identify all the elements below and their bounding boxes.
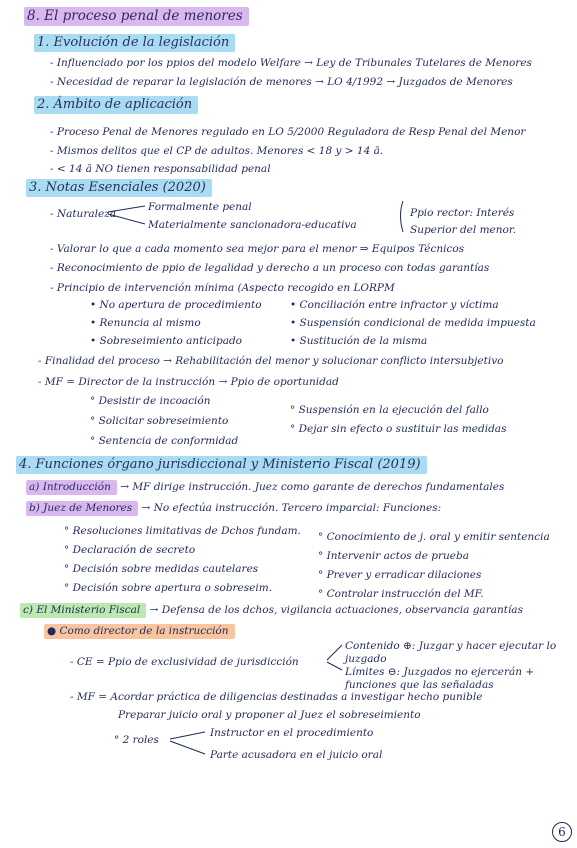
director-instruccion-heading: ● Como director de la instrucción	[44, 626, 235, 637]
page-title: 8. El proceso penal de menores	[24, 10, 249, 24]
heading-notas: 3. Notas Esenciales (2020)	[26, 181, 212, 194]
naturaleza-label: - Naturaleza	[50, 208, 116, 220]
naturaleza-formal: Formalmente penal	[148, 201, 252, 213]
intro-label: a) Introducción	[26, 480, 117, 495]
mf-preparar-line: Preparar juicio oral y proponer al Juez el sobreseimiento	[118, 709, 421, 721]
heading-ambito: 2. Ámbito de aplicación	[34, 98, 198, 111]
ambito-line-1: - Proceso Penal de Menores regulado en LO 5/2000 Reguladora de Resp Penal del Menor	[50, 126, 526, 138]
ce-line: - CE = Ppio de exclusividad de jurisdicción	[70, 656, 299, 668]
intro-text: → MF dirige instrucción. Juez como garante de derechos fundamentales	[120, 481, 505, 493]
juez-label: b) Juez de Menores	[26, 501, 138, 516]
role-acusadora: Parte acusadora en el juicio oral	[210, 749, 383, 761]
juez-right-3: ° Prever y erradicar dilaciones	[318, 569, 482, 581]
juez-text: → No efectúa instrucción. Tercero imparcial: Funciones:	[141, 502, 442, 514]
mf-right-1: ° Suspensión en la ejecución del fallo	[290, 404, 489, 416]
ppio-rector: Ppio rector: Interés Superior del menor.	[410, 207, 517, 236]
roles-label: ° 2 roles	[114, 734, 159, 746]
heading-funciones: 4. Funciones órgano jurisdiccional y Ministerio Fiscal (2019)	[16, 458, 427, 471]
juez-left-1: ° Resoluciones limitativas de Dchos fundam.	[64, 525, 301, 537]
page-number: 6	[552, 822, 572, 842]
mf-acordar-line: - MF = Acordar práctica de diligencias destinadas a investigar hecho punible	[70, 691, 483, 703]
juez-left-4: ° Decisión sobre apertura o sobreseim.	[64, 582, 273, 594]
finalidad-line: - Finalidad del proceso → Rehabilitación del menor y solucionar conflicto intersubjetivo	[38, 355, 504, 367]
mf-left-1: ° Desistir de incoación	[90, 395, 211, 407]
juez-right-2: ° Intervenir actos de prueba	[318, 550, 469, 562]
mf-left-3: ° Sentencia de conformidad	[90, 435, 239, 447]
juez-left-2: ° Declaración de secreto	[64, 544, 196, 556]
evolucion-line-1: - Influenciado por los ppios del modelo Welfare → Ley de Tribunales Tutelares de Menores	[50, 57, 532, 69]
ambito-line-3: - < 14 ā NO tienen responsabilidad penal	[50, 163, 271, 175]
mf-director-line: - MF = Director de la instrucción → Ppio de oportunidad	[38, 376, 339, 388]
principio-left-3: • Sobreseimiento anticipado	[90, 335, 242, 347]
heading-evolucion: 1. Evolución de la legislación	[34, 36, 235, 49]
contenido-line: Contenido ⊕: Juzgar y hacer ejecutar lo juzgado	[345, 640, 557, 666]
valorar-line: - Valorar lo que a cada momento sea mejor para el menor ⇒ Equipos Técnicos	[50, 243, 465, 255]
evolucion-line-2: - Necesidad de reparar la legislación de menores → LO 4/1992 → Juzgados de Menores	[50, 76, 513, 88]
principio-right-3: • Sustitución de la misma	[290, 335, 428, 347]
juez-right-1: ° Conocimiento de j. oral y emitir sentencia	[318, 531, 550, 543]
ambito-line-2: - Mismos delitos que el CP de adultos. Menores < 18 y > 14 ā.	[50, 145, 384, 157]
juez-left-3: ° Decisión sobre medidas cautelares	[64, 563, 259, 575]
juez-right-4: ° Controlar instrucción del MF.	[318, 588, 484, 600]
role-instructor: Instructor en el procedimiento	[210, 727, 374, 739]
principio-line: - Principio de intervención mínima (Aspecto recogido en LORPM	[50, 282, 395, 294]
principio-left-2: • Renuncia al mismo	[90, 317, 201, 329]
naturaleza-material: Materialmente sancionadora-educativa	[148, 219, 357, 231]
limites-line: Límites ⊖: Juzgados no ejercerán + funciones que las señaladas	[345, 666, 535, 692]
mf-section-label: c) El Ministerio Fiscal	[20, 603, 146, 618]
mf-right-2: ° Dejar sin efecto o sustituir las medidas	[290, 423, 507, 435]
reconocimiento-line: - Reconocimiento de ppio de legalidad y derecho a un proceso con todas garantías	[50, 262, 490, 274]
principio-right-1: • Conciliación entre infractor y víctima	[290, 299, 499, 311]
principio-left-1: • No apertura de procedimiento	[90, 299, 262, 311]
mf-left-2: ° Solicitar sobreseimiento	[90, 415, 229, 427]
principio-right-2: • Suspensión condicional de medida impuesta	[290, 317, 536, 329]
mf-section-text: → Defensa de los dchos, vigilancia actuaciones, observancia garantías	[149, 604, 523, 616]
